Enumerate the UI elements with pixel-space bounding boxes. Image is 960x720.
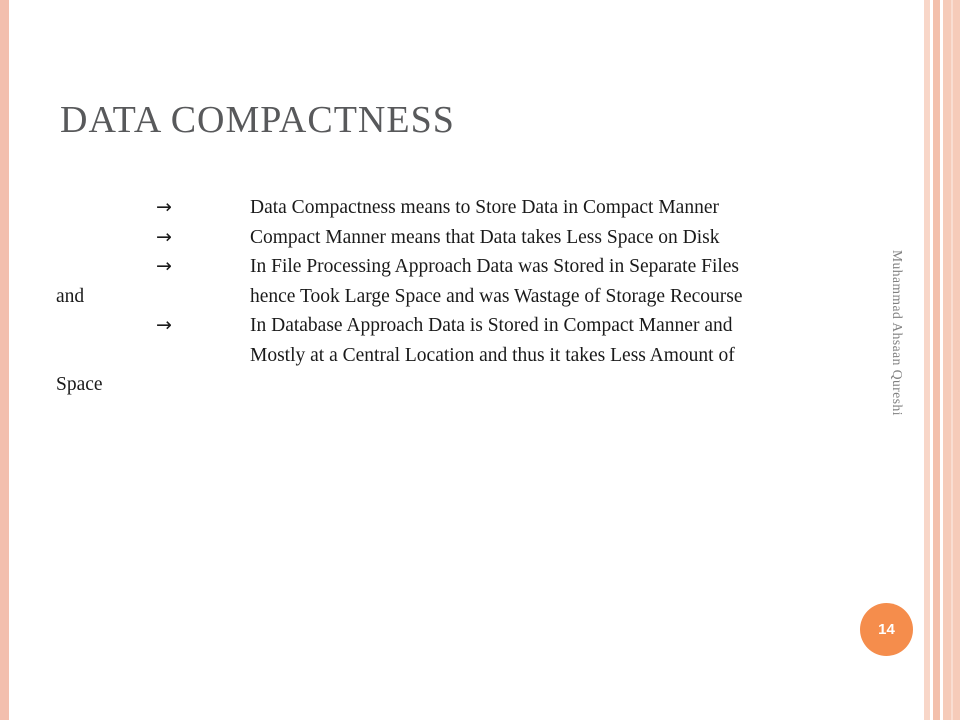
arrow-icon: → xyxy=(156,196,172,218)
bullet-text: Mostly at a Central Location and thus it takes Less Amount of xyxy=(250,344,735,366)
bullet-line xyxy=(0,223,905,253)
slide-body xyxy=(0,193,905,400)
arrow-icon: → xyxy=(156,255,172,277)
bullet-line xyxy=(0,370,905,400)
right-band-decoration xyxy=(924,0,960,720)
bullet-text: In File Processing Approach Data was Stored in Separate Files xyxy=(250,256,740,277)
line-lead-text: and xyxy=(56,285,85,307)
bullet-line xyxy=(0,282,905,312)
author-name: Muhammad Ahsaan Qureshi xyxy=(890,250,905,416)
arrow-icon: → xyxy=(156,225,172,248)
bullet-text: Compact Manner means that Data takes Less Space on Disk xyxy=(250,226,720,248)
arrow-icon: → xyxy=(156,314,172,336)
bullet-line xyxy=(0,252,905,282)
bullet-line xyxy=(0,193,905,223)
bullet-text: Data Compactness means to Store Data in Compact Manner xyxy=(250,197,719,218)
bullet-text: In Database Approach Data is Stored in Compact Manner and xyxy=(250,315,733,336)
bullet-line xyxy=(0,341,905,371)
bullet-line xyxy=(0,311,905,341)
page-number-badge: 14 xyxy=(860,603,913,656)
slide-title: DATA COMPACTNESS xyxy=(60,99,455,141)
bullet-text: hence Took Large Space and was Wastage of Storage Recourse xyxy=(250,285,743,307)
line-lead-text: Space xyxy=(56,374,103,395)
author-vertical-label xyxy=(887,250,911,480)
